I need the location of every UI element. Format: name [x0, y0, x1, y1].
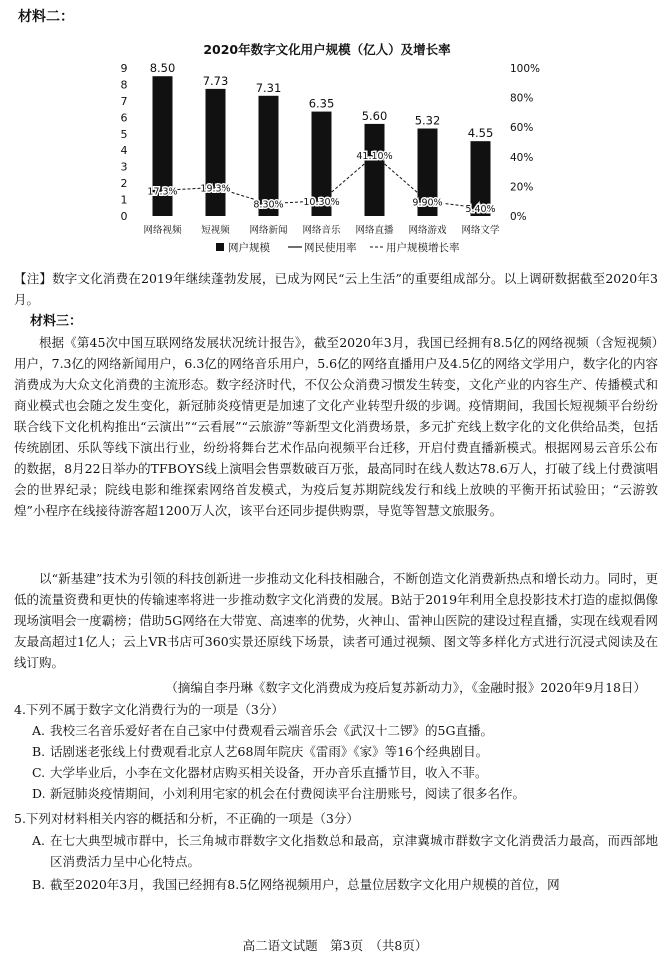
bar-value-label: 6.35 [308, 96, 335, 111]
chart-note: 【注】数字文化消费在2019年继续蓬勃发展，已成为网民“云上生活”的重要组成部分。以上调研数据截至2020年3月。 [14, 271, 658, 307]
material-2-heading: 材料二： [18, 9, 74, 25]
question-4-stem: 4.下列不属于数字文化消费行为的一项是（3分） [14, 702, 284, 717]
left-tick-label: 0 [120, 210, 128, 223]
category-label: 网络游戏 [408, 225, 447, 236]
growth-rate-label: 17.3% [147, 186, 178, 198]
right-tick-label: 0% [510, 211, 527, 223]
option-label: A. [32, 833, 46, 848]
left-tick-label: 5 [120, 127, 128, 141]
legend-label: 网民使用率 [304, 242, 357, 254]
legend-label: 用户规模增长率 [386, 242, 460, 254]
category-label: 网络直播 [355, 225, 394, 236]
bar [206, 89, 226, 216]
chart-legend [216, 241, 460, 254]
right-tick-label: 100% [510, 63, 541, 75]
material-3-paragraph-2: 以“新基建”技术为引领的科技创新进一步推动文化科技相融合，不断创造文化消费新热点和增长动力。同时，更低的流量资费和更快的传输速率将进一步推动数字文化消费的发展。B站于2019年利用全息投影技术打造的虚拟偶像现场演唱会一度霸榜；借助5G网络在大带宽、高速率的优势，火神山、雷神山医院的建设过程直播，实现在线观看网友最高超过1亿人；云上VR书店可360实景还原线下场景，读者可通过视频、图文等多样化方式进行沉浸式阅读及在线订购。 [14, 571, 658, 670]
question-5-option-b [32, 874, 658, 895]
bar-value-label: 8.50 [149, 61, 176, 76]
right-tick-label: 80% [510, 92, 534, 105]
right-tick-label: 40% [510, 151, 534, 164]
bar [259, 96, 279, 216]
bar-value-label: 7.31 [255, 80, 282, 95]
right-tick-label: 20% [510, 181, 534, 194]
growth-rate-label: 5.40% [465, 204, 496, 216]
bar-value-label: 7.73 [202, 73, 229, 88]
left-tick-label: 8 [120, 78, 128, 92]
growth-rate-label: 10.30% [303, 196, 340, 208]
chart-title: 2020年数字文化用户规模（亿人）及增长率 [203, 42, 451, 57]
option-text: 新冠肺炎疫情期间，小刘利用宅家的机会在付费阅读平台注册账号，阅读了很多名作。 [50, 786, 526, 801]
category-label: 网络文学 [461, 225, 500, 236]
bar-value-label: 4.55 [467, 126, 494, 141]
bar [365, 124, 385, 216]
growth-rate-label: 41.10% [356, 151, 393, 163]
page-footer: 高二语文试题 第3页 （共8页） [242, 938, 428, 953]
option-label: B. [32, 744, 46, 759]
growth-rate-label: 9.90% [412, 197, 443, 209]
category-label: 网络音乐 [302, 225, 341, 236]
left-tick-label: 6 [120, 111, 128, 125]
left-tick-label: 1 [120, 193, 128, 207]
legend-swatch-bar [216, 243, 224, 251]
legend-label: 网户规模 [228, 242, 270, 254]
material-3-source: （摘编自李丹琳《数字文化消费成为疫后复苏新动力》，《金融时报》2020年9月18日） [165, 680, 646, 695]
option-label: C. [32, 765, 46, 780]
bar-value-label: 5.60 [361, 108, 388, 123]
question-5-option-a [32, 830, 658, 872]
category-label: 网络视频 [143, 225, 182, 236]
option-text: 大学毕业后，小李在文化器材店购买相关设备，开办音乐直播节目，收入不菲。 [50, 765, 488, 780]
user-scale-chart [112, 36, 542, 266]
option-label: A. [32, 723, 46, 738]
option-label: D. [32, 786, 46, 801]
option-text: 话剧迷老张线上付费观看北京人艺68周年院庆《雷雨》《家》等16个经典剧目。 [50, 744, 489, 759]
option-text: 截至2020年3月，我国已经拥有8.5亿网络视频用户，总量位居数字文化用户规模的首位，网 [50, 877, 560, 892]
right-tick-label: 60% [510, 122, 534, 135]
category-label: 网络新闻 [249, 225, 288, 236]
category-label: 短视频 [201, 225, 230, 236]
option-text: 我校三名音乐爱好者在自己家中付费观看云端音乐会《武汉十二锣》的5G直播。 [50, 723, 493, 738]
question-5-stem: 5.下列对材料相关内容的概括和分析，不正确的一项是（3分） [14, 811, 359, 826]
option-label: B. [32, 877, 46, 892]
growth-rate-label: 8.30% [253, 199, 284, 211]
question-4-option-b [32, 741, 658, 762]
category-labels [143, 224, 500, 236]
question-4-option-a [32, 720, 658, 741]
left-tick-label: 2 [120, 177, 128, 191]
left-axis-ticks [121, 62, 128, 223]
bar-value-label: 5.32 [414, 113, 441, 128]
right-axis-ticks [510, 63, 540, 223]
left-tick-label: 9 [120, 62, 128, 75]
left-tick-label: 4 [120, 144, 128, 158]
material-3-paragraph-1: 根据《第45次中国互联网络发展状况统计报告》，截至2020年3月，我国已经拥有8.5亿的网络视频（含短视频）用户，7.3亿的网络新闻用户，6.3亿的网络音乐用户，5.6亿的网络直播用户及4.5亿的网络文学用户，数字化的内容消费成为大众文化消费的主流形态。数字经济时代，不仅公众消费习惯发生转变，文化产业的内容生产、传播模式和商业模式也会随之发生变化，新冠肺炎疫情更是加速了文化产业转型升级的步调。疫情期间，我国长短视频平台纷纷联合线下文化机构推出“云演出”“云看展”“云旅游”等新型文化消费场景，多元扩充线上数字化的文化供给品类，包括传统剧团、乐队等线下演出行业，纷纷将舞台艺术作品向视频平台迁移，开启付费直播新模式。根据网易云音乐公布的数据，8月22日举办的TFBOYS线上演唱会售票数破百万张，最高同时在线人数达78.6万人，打破了线上付费演唱会的世界纪录；院线电影和维探索网络首发模式，为疫后复苏期院线发行和线上放映的平衡开拓试验田；“云游敦煌”小程序在线接待游客超1200万人次，该平台还同步提供购票，导览等智慧文旅服务。 [14, 335, 658, 518]
option-text: 在七大典型城市群中，长三角城市群数字文化指数总和最高，京津冀城市群数字文化消费活力最高，而西部地区消费活力呈中心化特点。 [50, 833, 658, 869]
material-3-heading: 材料三： [30, 314, 83, 329]
left-tick-label: 3 [120, 160, 128, 174]
question-4-option-c [32, 762, 658, 783]
question-4-option-d [32, 783, 658, 804]
growth-rate-label: 19.3% [200, 183, 231, 195]
left-tick-label: 7 [120, 94, 128, 108]
